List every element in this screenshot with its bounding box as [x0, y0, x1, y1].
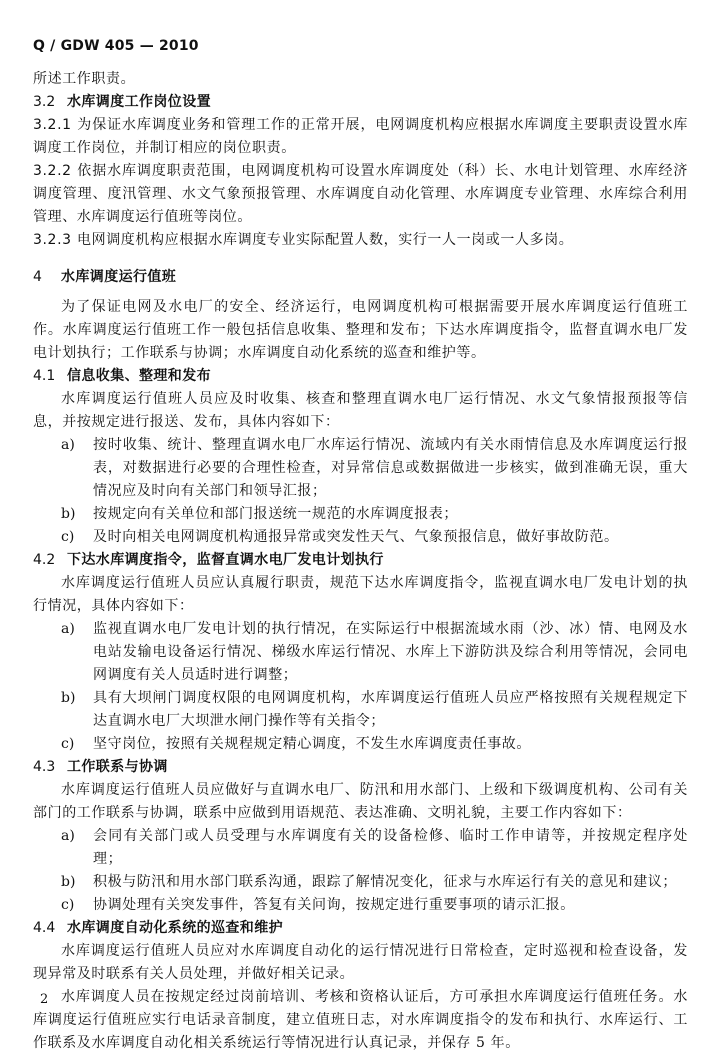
list-text: 协调处理有关突发事件，答复有关问询，按规定进行重要事项的请示汇报。 — [93, 897, 575, 913]
intro-line: 所述工作职责。 — [33, 71, 136, 87]
list-text: 按规定向有关单位和部门报送统一规范的水库调度报表； — [93, 506, 458, 522]
list-item — [33, 503, 688, 526]
list-item — [33, 894, 688, 917]
section-3-2-heading — [33, 91, 688, 114]
section-title: 水库调度自动化系统的巡查和维护 — [67, 920, 283, 936]
list-text: 积极与防汛和用水部门联系沟通，跟踪了解情况变化，征求与水库运行有关的意见和建议； — [93, 874, 677, 890]
section-4-3-heading — [33, 756, 688, 779]
clause-number: 3.2.2 — [33, 163, 72, 179]
list-item — [33, 526, 688, 549]
list-item — [33, 434, 688, 503]
list-marker: a) — [61, 828, 75, 844]
list-item — [33, 733, 688, 756]
section-4-2-heading — [33, 549, 688, 572]
chapter-number: 4 — [33, 269, 42, 285]
section-4-4-paragraph: 水库调度运行值班人员应对水库调度自动化的运行情况进行日常检查，定时巡视和检查设备，发现异常及时联系有关人员处理，并做好相关记录。 — [33, 943, 688, 982]
list-marker: a) — [61, 437, 75, 453]
list-item — [33, 687, 688, 733]
section-4-1-intro: 水库调度运行值班人员应及时收集、核查和整理直调水电厂运行情况、水文气象情报预报等信息，并按规定进行报送、发布，具体内容如下： — [33, 391, 688, 430]
list-item — [33, 825, 688, 871]
list-text: 会同有关部门或人员受理与水库调度有关的设备检修、临时工作申请等，并按规定程序处理； — [93, 828, 688, 867]
section-4-4-heading — [33, 917, 688, 940]
list-marker: a) — [61, 621, 75, 637]
list-marker: b) — [61, 690, 76, 706]
section-number: 3.2 — [33, 94, 56, 110]
list-marker: c) — [61, 529, 75, 545]
list-text: 及时向相关电网调度机构通报异常或突发性天气、气象预报信息，做好事故防范。 — [93, 529, 619, 545]
list-marker: b) — [61, 506, 76, 522]
list-text: 具有大坝闸门调度权限的电网调度机构，水库调度运行值班人员应严格按照有关规程规定下达直调水电厂大坝泄水闸门操作等有关指令； — [93, 690, 688, 729]
list-text: 监视直调水电厂发电计划的执行情况，在实际运行中根据流域水雨（沙、冰）情、电网及水电站发输电设备运行情况、梯级水库运行情况、水库上下游防洪及综合利用等情况，会同电网调度有关人员适时进行调整； — [93, 621, 688, 683]
section-number: 4.2 — [33, 552, 56, 568]
list-text: 坚守岗位，按照有关规程规定精心调度，不发生水库调度责任事故。 — [93, 736, 531, 752]
list-marker: c) — [61, 897, 75, 913]
list-text: 按时收集、统计、整理直调水电厂水库运行情况、流域内有关水雨情信息及水库调度运行报表，对数据进行必要的合理性检查，对异常信息或数据做进一步核实，做到准确无误，重大情况应及时向有关部门和领导汇报； — [93, 437, 688, 499]
clause-text: 依据水库调度职责范围，电网调度机构可设置水库调度处（科）长、水电计划管理、水库经济调度管理、度汛管理、水文气象预报管理、水库调度自动化管理、水库调度专业管理、水库综合利用管理、水库调度运行值班等岗位。 — [33, 163, 688, 225]
document-body — [33, 68, 688, 1055]
section-title: 下达水库调度指令，监督直调水电厂发电计划执行 — [67, 552, 384, 568]
clause-number: 3.2.3 — [33, 232, 72, 248]
section-4-4-paragraph: 水库调度人员在按规定经过岗前培训、考核和资格认证后，方可承担水库调度运行值班任务。水库调度运行值班应实行电话录音制度，建立值班日志，对水库调度指令的发布和执行、水库运行、工作联系及水库调度自动化相关系统运行等情况进行认真记录，并保存 5 年。 — [33, 989, 688, 1051]
section-title: 信息收集、整理和发布 — [67, 368, 211, 384]
list-marker: c) — [61, 736, 75, 752]
chapter-title: 水库调度运行值班 — [61, 269, 177, 285]
section-title: 水库调度工作岗位设置 — [67, 94, 211, 110]
section-number: 4.3 — [33, 759, 56, 775]
section-4-1-heading — [33, 365, 688, 388]
clause-3-2-1 — [33, 114, 688, 160]
page-number: 2 — [40, 992, 49, 1007]
section-4-2-intro: 水库调度运行值班人员应认真履行职责，规范下达水库调度指令，监视直调水电厂发电计划的执行情况，具体内容如下： — [33, 575, 688, 614]
section-title: 工作联系与协调 — [67, 759, 168, 775]
chapter-4-intro: 为了保证电网及水电厂的安全、经济运行，电网调度机构可根据需要开展水库调度运行值班工作。水库调度运行值班工作一般包括信息收集、整理和发布；下达水库调度指令，监督直调水电厂发电计划执行；工作联系与协调；水库调度自动化系统的巡查和维护等。 — [33, 299, 688, 361]
list-item — [33, 618, 688, 687]
clause-number: 3.2.1 — [33, 117, 72, 133]
chapter-4-heading — [33, 266, 688, 289]
clause-3-2-3 — [33, 229, 688, 252]
section-number: 4.1 — [33, 368, 56, 384]
document-code: Q / GDW 405 — 2010 — [33, 38, 199, 54]
clause-text: 电网调度机构应根据水库调度专业实际配置人数，实行一人一岗或一人多岗。 — [77, 232, 574, 248]
clause-text: 为保证水库调度业务和管理工作的正常开展，电网调度机构应根据水库调度主要职责设置水库调度工作岗位，并制订相应的岗位职责。 — [33, 117, 688, 156]
section-4-3-intro: 水库调度运行值班人员应做好与直调水电厂、防汛和用水部门、上级和下级调度机构、公司有关部门的工作联系与协调，联系中应做到用语规范、表达准确、文明礼貌，主要工作内容如下： — [33, 782, 688, 821]
list-item — [33, 871, 688, 894]
list-marker: b) — [61, 874, 76, 890]
section-number: 4.4 — [33, 920, 56, 936]
clause-3-2-2 — [33, 160, 688, 229]
